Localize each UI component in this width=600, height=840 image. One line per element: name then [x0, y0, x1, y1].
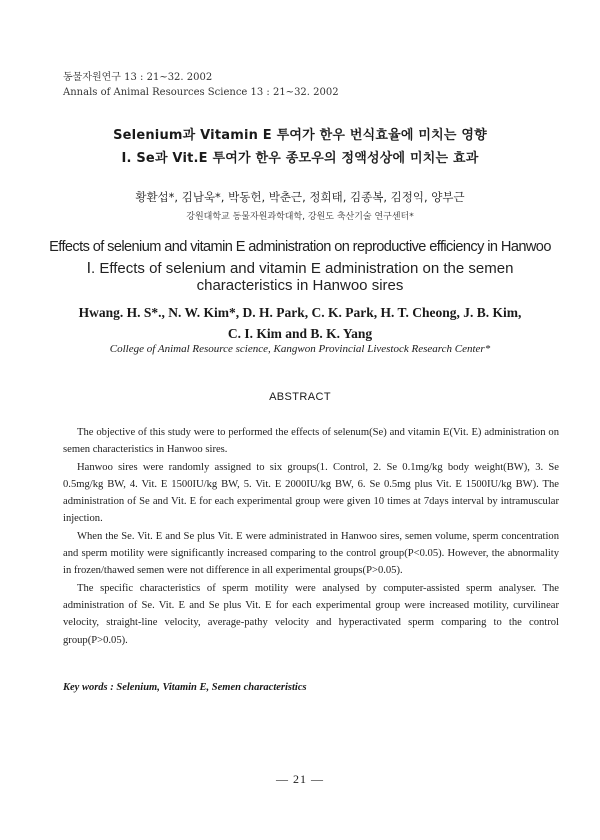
- keywords: Key words : Selenium, Vitamin E, Semen characteristics: [63, 682, 307, 693]
- title-en-line2: Ⅰ. Effects of selenium and vitamin E administration on the semen: [86, 260, 514, 277]
- title-en-line3: characteristics in Hanwoo sires: [196, 277, 404, 294]
- authors-en-line2: C. I. Kim and B. K. Yang: [227, 326, 373, 341]
- abstract-paragraph: Hanwoo sires were randomly assigned to six groups(1. Control, 2. Se 0.1mg/kg body weight(BW), 3. Se 0.5mg/kg BW, 4. Vit. E 1500IU/kg BW, 5. Vit. E 2000IU/kg BW, 6. Se 0.5mg plus Vit. E 1500IU/kg BW). The administration of Se and Vit. E for each experimental group were given 10 times at 7days interval by intramuscular injection.: [63, 461, 559, 525]
- abstract-paragraph: When the Se. Vit. E and Se plus Vit. E were administrated in Hanwoo sires, semen volume, sperm concentration and sperm motility were significantly increased comparing to the control group(P<0.05). However, the abnormality in frozen/thawed semen were not difference in all experimental groups(P>0.05).: [63, 530, 559, 577]
- abstract-paragraph: The objective of this study were to performed the effects of selenum(Se) and vitamin E(Vit. E) administration on semen characteristics in Hanwoo sires.: [63, 427, 559, 456]
- journal-citation-en: Annals of Animal Resources Science 13 : 21~32. 2002: [63, 87, 339, 98]
- title-kr-line2: Ⅰ. Se과 Vit.E 투여가 한우 종모우의 정액성상에 미치는 효과: [121, 151, 479, 166]
- affiliation-en: College of Animal Resource science, Kangwon Provincial Livestock Research Center*: [109, 343, 491, 355]
- title-kr-line1: Selenium과 Vitamin E 투여가 한우 번식효율에 미치는 영향: [113, 128, 487, 143]
- journal-header: [63, 70, 339, 100]
- authors-kr: 황환섭*, 김남욱*, 박동헌, 박춘근, 정희태, 김종복, 김정익, 양부근: [135, 190, 465, 204]
- authors-en-line1: Hwang. H. S*., N. W. Kim*, D. H. Park, C. K. Park, H. T. Cheong, J. B. Kim,: [78, 305, 522, 320]
- affiliation-kr: 강원대학교 동물자원과학대학, 강원도 축산기술 연구센터*: [186, 212, 414, 222]
- abstract-heading: ABSTRACT: [269, 391, 331, 403]
- page-number: — 21 —: [276, 772, 324, 786]
- abstract-paragraph: The specific characteristics of sperm motility were analysed by computer-assisted sperm analyser. The administration of Se. Vit. E and Se plus Vit. E for each experimental group were increased motility, curvilinear velocity, straight-line velocity, average-pathy velocity and hyperactivated sperm comparing to the control group(P>0.05).: [63, 582, 559, 646]
- abstract-body: [63, 424, 559, 649]
- title-en-line1: Effects of selenium and vitamin E administration on reproductive efficiency in Hanwoo: [49, 239, 551, 255]
- journal-citation-kr: 동물자원연구 13 : 21~32. 2002: [63, 72, 213, 83]
